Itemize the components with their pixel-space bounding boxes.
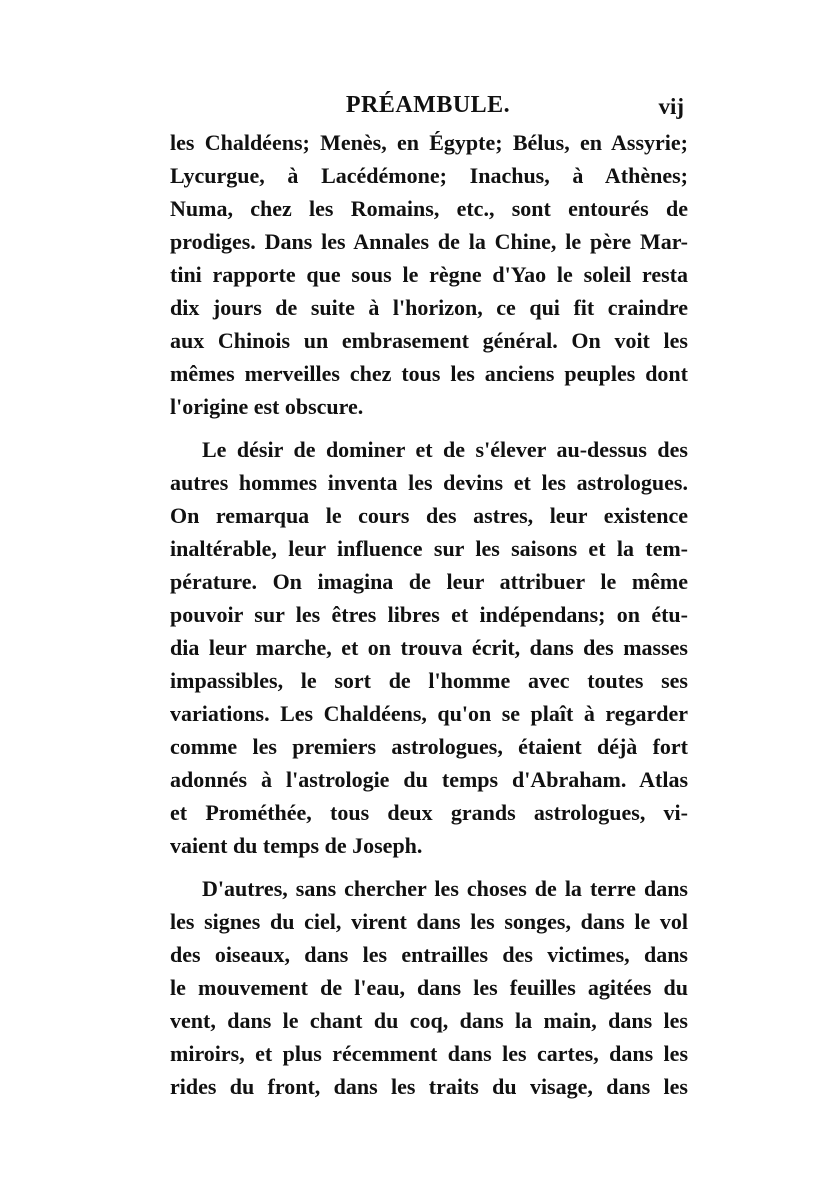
text-line: les signes du ciel, virent dans les songes, dans le vol (170, 909, 688, 934)
text-line: l'origine est obscure. (170, 394, 364, 419)
paragraph-2 (170, 433, 688, 862)
text-line: variations. Les Chaldéens, qu'on se plaît à regarder (170, 701, 688, 726)
text-line: On remarqua le cours des astres, leur existence (170, 503, 688, 528)
text-line: vent, dans le chant du coq, dans la main, dans les (170, 1008, 688, 1033)
text-line: impassibles, le sort de l'homme avec toutes ses (170, 668, 688, 693)
text-line: Lycurgue, à Lacédémone; Inachus, à Athènes; (170, 163, 688, 188)
text-line: pérature. On imagina de leur attribuer le même (170, 569, 688, 594)
text-line: dix jours de suite à l'horizon, ce qui fit craindre (170, 295, 688, 320)
text-line: Le désir de dominer et de s'élever au-dessus des (202, 437, 688, 462)
text-line: aux Chinois un embrasement général. On voit les (170, 328, 688, 353)
text-line: dia leur marche, et on trouva écrit, dans des masses (170, 635, 688, 660)
text-line: mêmes merveilles chez tous les anciens peuples dont (170, 361, 688, 386)
text-line: D'autres, sans chercher les choses de la terre dans (202, 876, 688, 901)
text-line: vaient du temps de Joseph. (170, 833, 423, 858)
text-line: le mouvement de l'eau, dans les feuilles agitées du (170, 975, 688, 1000)
text-line: comme les premiers astrologues, étaient déjà fort (170, 734, 688, 759)
text-line: prodiges. Dans les Annales de la Chine, le père Mar- (170, 229, 688, 254)
paragraph-1 (170, 126, 688, 423)
text-line: et Prométhée, tous deux grands astrologues, vi- (170, 800, 688, 825)
text-line: rides du front, dans les traits du visage, dans les (170, 1074, 688, 1099)
page-number: vij (658, 94, 684, 119)
text-line: inaltérable, leur influence sur les saisons et la tem- (170, 536, 688, 561)
text-line: des oiseaux, dans les entrailles des victimes, dans (170, 942, 688, 967)
running-head-title: PRÉAMBULE. (345, 92, 511, 118)
text-line: tini rapporte que sous le règne d'Yao le soleil resta (170, 262, 688, 287)
paragraph-3 (170, 872, 688, 1103)
text-line: pouvoir sur les êtres libres et indépendans; on étu- (170, 602, 688, 627)
text-line: autres hommes inventa les devins et les astrologues. (170, 470, 688, 495)
text-line: adonnés à l'astrologie du temps d'Abraham. Atlas (170, 767, 688, 792)
text-line: miroirs, et plus récemment dans les cartes, dans les (170, 1041, 688, 1066)
text-line: Numa, chez les Romains, etc., sont entourés de (170, 196, 688, 221)
running-head (168, 92, 688, 126)
text-line: les Chaldéens; Menès, en Égypte; Bélus, en Assyrie; (170, 130, 688, 155)
body-text (170, 126, 688, 1103)
